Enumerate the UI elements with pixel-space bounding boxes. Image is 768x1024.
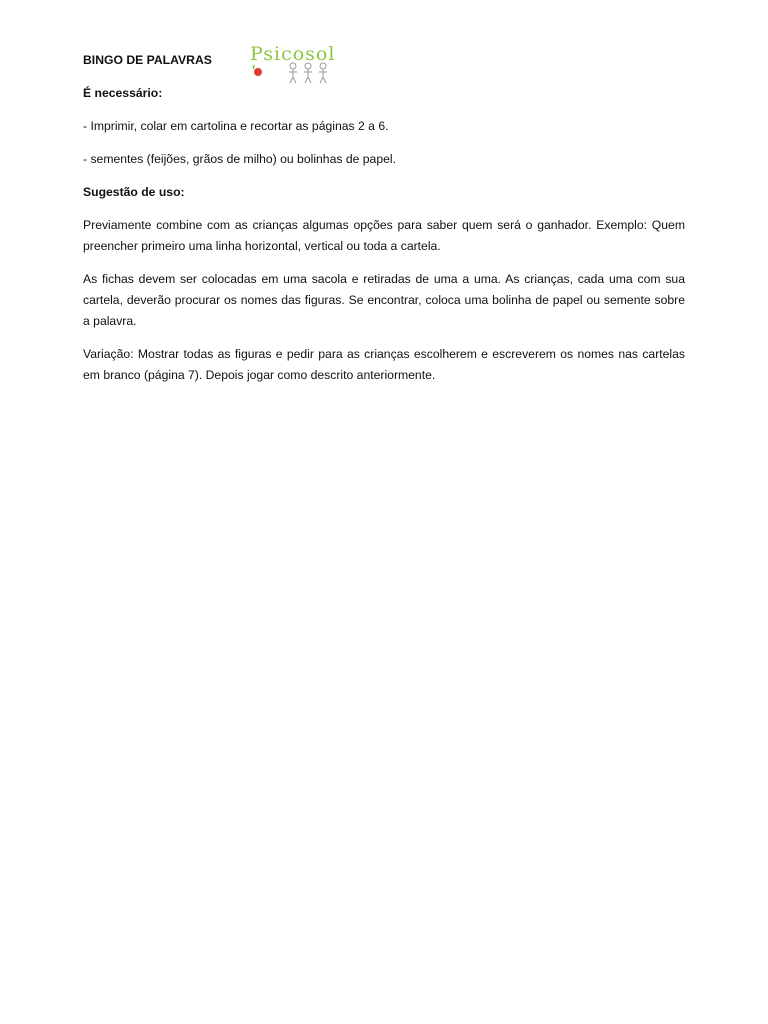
heading-needed: É necessário: [83, 86, 163, 100]
paragraph-intro: Previamente combine com as crianças algumas opções para saber quem será o ganhador. Exemplo: Quem preencher primeiro uma linha horizontal, vertical ou toda a cartela. [83, 218, 685, 253]
document-title: BINGO DE PALAVRAS [83, 53, 212, 67]
title-row [83, 43, 685, 72]
paragraph-instructions: As fichas devem ser colocadas em uma sacola e retiradas de uma a uma. As crianças, cada uma com sua cartela, deverão procurar os nomes das figuras. Se encontrar, coloca uma bolinha de papel ou semente sobre a palavra. [83, 272, 685, 328]
heading-usage: Sugestão de uso: [83, 185, 185, 199]
paragraph-variation: Variação: Mostrar todas as figuras e pedir para as crianças escolherem e escreverem os nomes nas cartelas em branco (página 7). Depois jogar como descrito anteriormente. [83, 347, 685, 382]
logo-kids-figures [289, 63, 327, 83]
document-body [83, 43, 685, 398]
list-item: - sementes (feijões, grãos de milho) ou bolinhas de papel. [83, 152, 396, 166]
psicosol-logo [246, 42, 341, 86]
list-item: - Imprimir, colar em cartolina e recortar as páginas 2 a 6. [83, 119, 389, 133]
logo-wordmark: Psicosol [250, 43, 336, 65]
logo-apple-mark [254, 68, 262, 76]
